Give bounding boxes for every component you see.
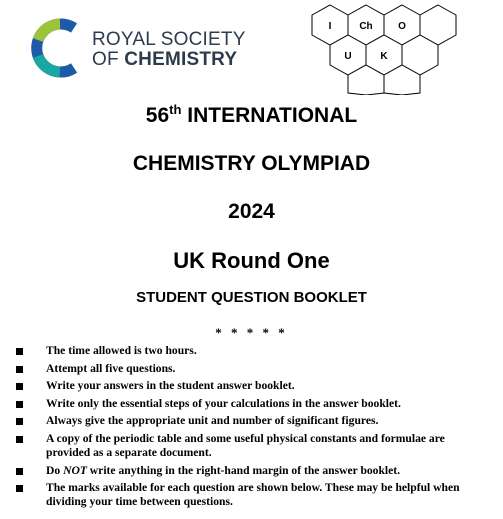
hex-cell-u: U <box>344 51 352 62</box>
bullet-square-icon <box>16 348 23 355</box>
hex-cell-i: I <box>328 21 332 32</box>
title-year: 2024 <box>228 200 275 223</box>
rsc-logo-mark-icon <box>30 18 90 78</box>
bullet-square-icon <box>16 436 23 443</box>
title-number: 56 <box>145 104 170 127</box>
title-ordinal-suffix: th <box>169 102 182 117</box>
hex-cell-o: O <box>398 21 406 32</box>
bullet-square-icon <box>16 401 23 408</box>
logo-text-line2 <box>92 49 237 71</box>
logo-text-of: OF <box>92 49 125 70</box>
logo-text-chemistry: CHEMISTRY <box>124 49 238 70</box>
instruction-text: A copy of the periodic table and some useful physical constants and formulae are provided as a separate document. <box>46 431 445 459</box>
title-line-international <box>0 104 503 128</box>
bullet-square-icon <box>16 383 23 390</box>
hex-cell-ch: Ch <box>359 21 373 32</box>
bullet-square-icon <box>16 468 23 475</box>
title-booklet: STUDENT QUESTION BOOKLET <box>136 289 367 306</box>
list-item <box>16 414 486 428</box>
list-item <box>16 432 486 460</box>
title-international: INTERNATIONAL <box>181 104 358 127</box>
instruction-text: The time allowed is two hours. <box>46 344 197 357</box>
instructions-list <box>16 344 486 513</box>
list-item <box>16 397 486 411</box>
title-round: UK Round One <box>173 248 330 273</box>
logo-text-line1: ROYAL SOCIETY <box>92 29 246 50</box>
list-item <box>16 344 486 358</box>
bullet-square-icon <box>16 485 23 492</box>
instruction-text: Write only the essential steps of your calculations in the answer booklet. <box>46 396 401 410</box>
instruction-text: Always give the appropriate unit and number of significant figures. <box>46 414 379 428</box>
bullet-square-icon <box>16 418 23 425</box>
instruction-text: Attempt all five questions. <box>46 361 176 375</box>
rsc-logo <box>30 18 246 80</box>
hex-cell-k: K <box>380 51 388 62</box>
icho-uk-hexagon-logo <box>303 3 473 95</box>
list-item <box>16 481 486 509</box>
instruction-not-after: write anything in the right-hand margin of the answer booklet. <box>86 463 401 477</box>
instruction-text: The marks available for each question are shown below. These may be helpful when dividing your time between questions. <box>46 481 460 509</box>
list-item <box>16 362 486 376</box>
instruction-text: Write your answers in the student answer booklet. <box>46 379 295 393</box>
list-item <box>16 379 486 393</box>
bullet-square-icon <box>16 366 23 373</box>
instruction-not-before: Do <box>46 463 64 477</box>
title-line-olympiad: CHEMISTRY OLYMPIAD <box>132 152 371 175</box>
instruction-not-emphasis: NOT <box>63 463 87 477</box>
list-item <box>16 464 486 478</box>
separator-stars: * * * * * <box>215 325 288 340</box>
